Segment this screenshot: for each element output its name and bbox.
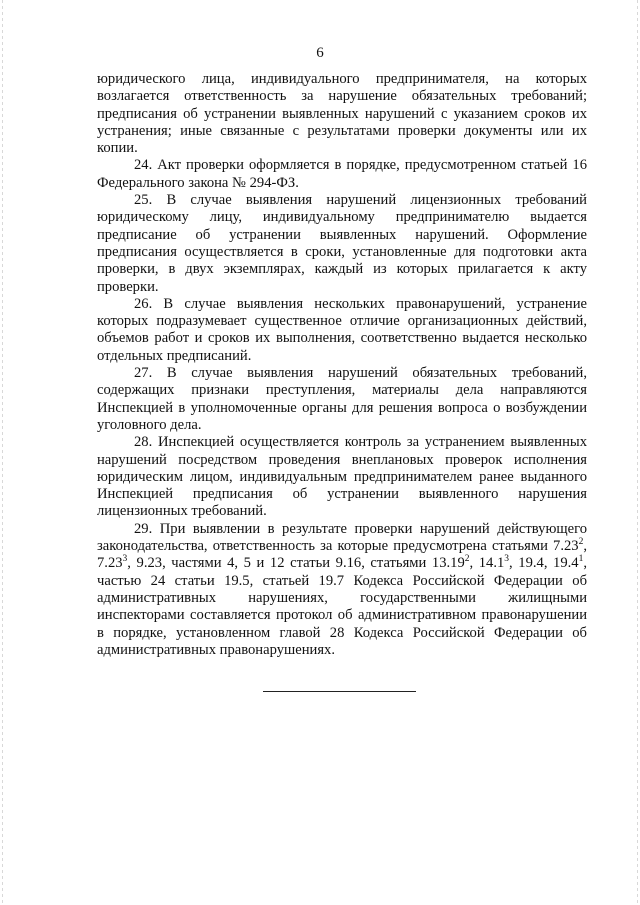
end-of-text-rule xyxy=(263,691,416,692)
paragraph-29-text-3: , 9.23, частями 4, 5 и 12 статьи 9.16, статьями 13.19 xyxy=(127,555,465,572)
paragraph-29-text-6: , частью 24 статьи 19.5, статьей 19.7 Кодекса Российской Федерации об административных нарушениях, государственными жилищными инспекторами составляется протокол об административном правонарушении в порядке, установленном главой 28 Кодекса Российской Федерации об административных правонарушениях. xyxy=(97,555,587,658)
superscript-7-23-2: 2 xyxy=(578,537,584,548)
paragraph-continuation: юридического лица, индивидуального предпринимателя, на которых возлагается ответственность за нарушение обязательных требований; предписания об устранении выявленных нарушений с указанием сроков их устранения; иные связанные с результатами проверки документы или их копии. xyxy=(97,71,587,157)
paragraph-26: 26. В случае выявления нескольких правонарушений, устранение которых подразумевает существенное отличие организационных действий, объемов работ и сроков их выполнения, соответственно выдается несколько отдельных предписаний. xyxy=(97,295,587,364)
paragraph-29-text-5: , 19.4, 19.4 xyxy=(509,555,579,572)
paragraph-24: 24. Акт проверки оформляется в порядке, предусмотренном статьей 16 Федерального закона № 294-ФЗ. xyxy=(97,157,587,191)
paragraph-29 xyxy=(97,521,587,659)
document-body xyxy=(97,71,587,659)
superscript-19-4-1: 1 xyxy=(578,554,584,565)
paragraph-28: 28. Инспекцией осуществляется контроль за устранением выявленных нарушений посредством проведения внеплановых проверок исполнения юридическим лицом, индивидуальным предпринимателем ранее выданного Инспекцией предписания об устранении выявленного нарушения лицензионных требований. xyxy=(97,434,587,520)
paragraph-29-text-4: , 14.1 xyxy=(469,555,505,572)
paragraph-29-text-2: , 7.23 xyxy=(97,538,587,572)
scan-edge-right xyxy=(637,0,638,905)
superscript-14-1-3: 3 xyxy=(504,554,510,565)
superscript-13-19-2: 2 xyxy=(464,554,470,565)
scan-edge-left xyxy=(2,0,3,905)
superscript-7-23-3: 3 xyxy=(122,554,128,565)
paragraph-29-text-1: 29. При выявлении в результате проверки нарушений действующего законодательства, ответственность за которые предусмотрена статьями 7.23 xyxy=(97,520,587,555)
page-number: 6 xyxy=(316,45,324,61)
paragraph-27: 27. В случае выявления нарушений обязательных требований, содержащих признаки преступления, материалы дела направляются Инспекцией в уполномоченные органы для решения вопроса о возбуждении уголовного дела. xyxy=(97,365,587,433)
paragraph-25: 25. В случае выявления нарушений лицензионных требований юридическому лицу, индивидуальному предпринимателю выдается предписание об устранении выявленных нарушений. Оформление предписания осуществляется в сроки, установленные для подготовки акта проверки, в двух экземплярах, каждый из которых прилагается к акту проверки. xyxy=(97,192,587,295)
